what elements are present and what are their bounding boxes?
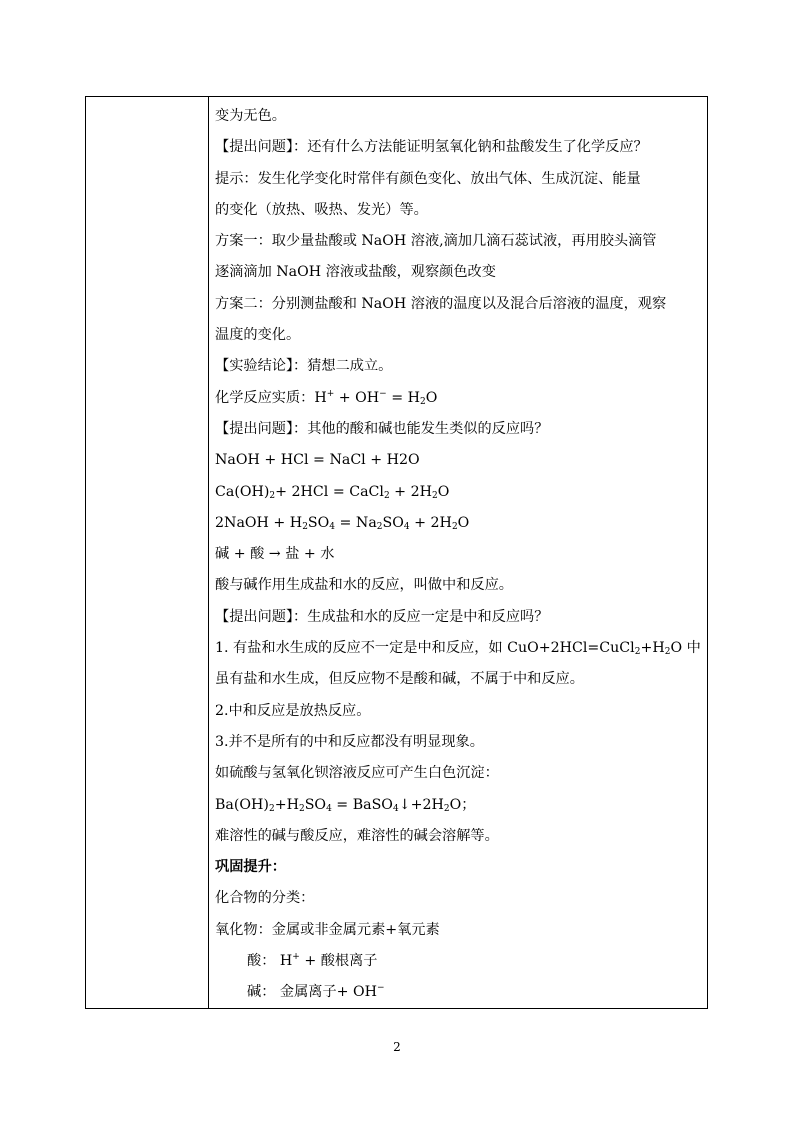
text-run: + 2H: [389, 483, 432, 500]
text-line: 提示：发生化学变化时常伴有颜色变化、放出气体、生成沉淀、能量: [215, 170, 641, 187]
text-run: SO: [382, 514, 404, 531]
text-run: SO: [307, 514, 330, 531]
text-run: + 酸根离子: [299, 953, 378, 970]
text-run: +H: [640, 640, 665, 657]
text-line: [215, 633, 705, 664]
text-run: 碱： 金属离子+ OH: [247, 984, 378, 1001]
subscript-text: 4: [326, 803, 332, 814]
subscript-text: 2: [269, 490, 276, 501]
text-line: NaOH + HCl = NaCl + H2O: [215, 452, 420, 469]
subscript-text: 4: [392, 803, 399, 814]
text-line: 【提出问题】：还有什么方法能证明氢氧化钠和盐酸发生了化学反应？: [215, 139, 648, 156]
subscript-text: 2: [664, 647, 671, 658]
subscript-text: 2: [268, 803, 275, 814]
text-line: 的变化（放热、吸热、发光）等。: [215, 201, 428, 218]
text-line: [215, 946, 705, 977]
text-run: Ba(OH): [215, 796, 269, 813]
text-line: 变为无色。: [215, 108, 286, 124]
text-line: 难溶性的碱与酸反应，难溶性的碱会溶解等。: [215, 827, 499, 844]
text-line: 方案一：取少量盐酸或 NaOH 溶液,滴加几滴石蕊试液，再用胶头滴管: [215, 233, 657, 250]
text-line: 酸与碱作用生成盐和水的反应，叫做中和反应。: [215, 577, 513, 594]
text-line: 碱 + 酸 → 盐 + 水: [215, 546, 335, 563]
text-run: +H: [274, 796, 299, 813]
subscript-text: 2: [431, 490, 438, 501]
text-line: [215, 508, 705, 539]
text-run: = Na: [335, 514, 377, 531]
text-line: 巩固提升：: [215, 859, 286, 876]
subscript-text: 2: [298, 803, 305, 814]
text-run: + 2HCl = CaCl: [275, 483, 384, 500]
text-line: 2.中和反应是放热反应。: [215, 702, 371, 719]
text-line: 氧化物：金属或非金属元素+氧元素: [215, 921, 440, 938]
supscript-text: +: [292, 952, 300, 963]
text-line: 虽有盐和水生成，但反应物不是酸和碱，不属于中和反应。: [215, 671, 584, 688]
text-line: [215, 477, 705, 508]
text-line: 逐滴滴加 NaOH 溶液或盐酸，观察颜色改变: [215, 264, 496, 281]
supscript-text: −: [379, 388, 387, 399]
subscript-text: 2: [634, 647, 641, 658]
text-run: = BaSO: [331, 796, 393, 813]
text-line: 【实验结论】：猜想二成立。: [215, 358, 393, 375]
page-number: 2: [393, 1040, 401, 1054]
text-run: 酸： H: [247, 953, 293, 970]
subscript-text: 2: [451, 521, 458, 532]
text-line: [215, 977, 705, 1008]
text-run: 2NaOH + H: [215, 514, 303, 531]
subscript-text: 2: [419, 396, 426, 407]
supscript-text: −: [377, 983, 385, 994]
subscript-text: 2: [443, 803, 450, 814]
text-line: [215, 790, 705, 821]
text-run: O: [425, 389, 438, 406]
text-run: O 中: [670, 640, 701, 657]
text-line: 温度的变化。: [215, 327, 301, 344]
content-table: [85, 96, 708, 1009]
text-run: Ca(OH): [215, 483, 270, 500]
text-run: = H: [386, 389, 420, 406]
text-run: + 2H: [409, 514, 452, 531]
text-line: 方案二：分别测盐酸和 NaOH 溶液的温度以及混合后溶液的温度，观察: [215, 295, 667, 312]
text-line: 3.并不是所有的中和反应都没有明显现象。: [215, 733, 484, 750]
text-line: 【提出问题】：其他的酸和碱也能发生类似的反应吗？: [215, 420, 549, 437]
subscript-text: 2: [302, 521, 308, 532]
text-line: 如硫酸与氢氧化钡溶液反应可产生白色沉淀：: [215, 765, 499, 782]
supscript-text: +: [326, 388, 335, 399]
text-run: 1. 有盐和水生成的反应不一定是中和反应，如 CuO+2HCl=CuCl: [215, 640, 635, 657]
text-run: O: [457, 514, 470, 531]
subscript-text: 2: [383, 490, 390, 501]
text-line: 【提出问题】：生成盐和水的反应一定是中和反应吗？: [215, 608, 549, 625]
text-run: 化学反应实质：H: [215, 389, 327, 406]
lesson-content-cell: [215, 101, 705, 1009]
column-divider: [208, 97, 209, 1008]
subscript-text: 4: [403, 521, 410, 532]
subscript-text: 2: [376, 521, 383, 532]
subscript-text: 4: [329, 521, 336, 532]
text-run: O: [437, 483, 450, 500]
text-run: + OH: [334, 389, 380, 406]
text-line: [215, 383, 705, 414]
text-run: SO: [304, 796, 327, 813]
text-run: O；: [449, 796, 476, 813]
text-line: 化合物的分类：: [215, 890, 315, 907]
text-run: ↓+2H: [398, 796, 444, 813]
